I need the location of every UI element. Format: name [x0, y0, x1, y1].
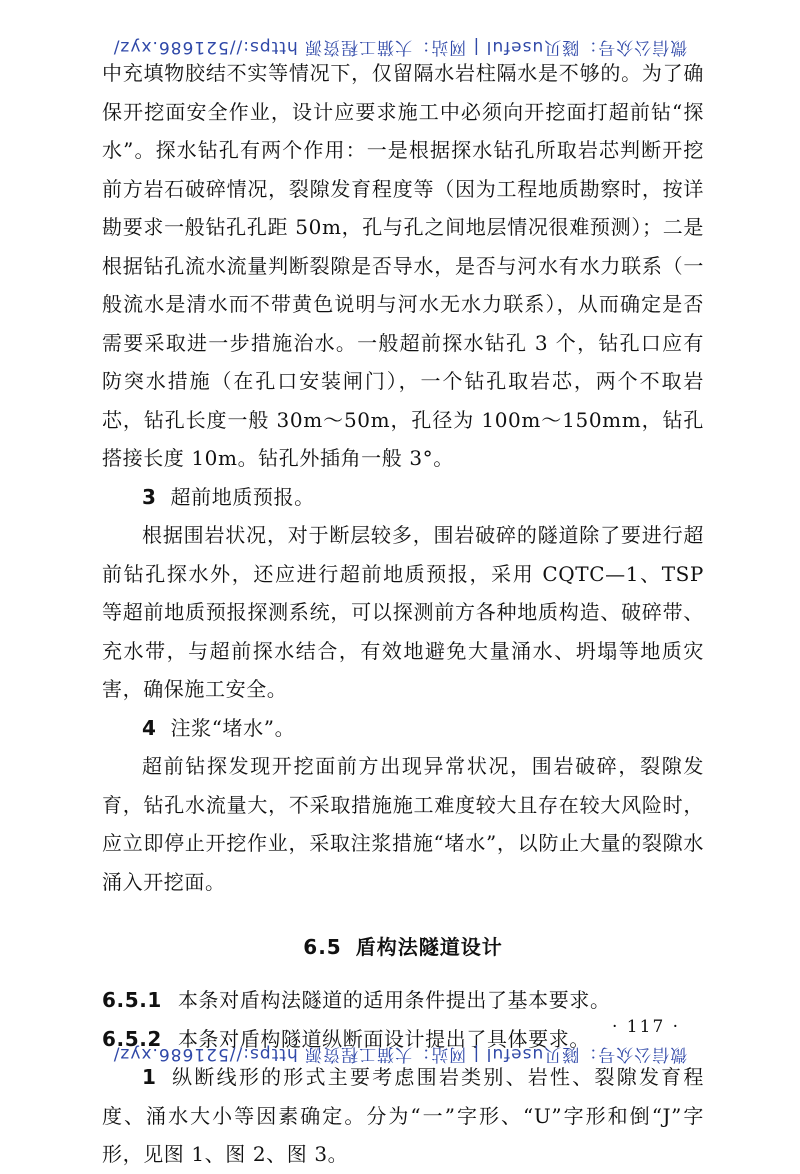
- item-4-heading: [102, 709, 704, 748]
- page-number: · 117 ·: [612, 1017, 681, 1037]
- clause-number: 6.5.1: [102, 988, 162, 1012]
- paragraph-continued: 中充填物胶结不实等情况下，仅留隔水岩柱隔水是不够的。为了确保开挖面安全作业，设计应要求施工中必须向开挖面打超前钻“探水”。探水钻孔有两个作用：一是根据探水钻孔所取岩芯判断开挖前方岩石破碎情况，裂隙发育程度等（因为工程地质勘察时，按详勘要求一般钻孔孔距 50m，孔与孔之间地层情况很难预测）；二是根据钻孔流水流量判断裂隙是否导水，是否与河水有水力联系（一般流水是清水而不带黄色说明与河水无水力联系），从而确定是否需要采取进一步措施治水。一般超前探水钻孔 3 个，钻孔口应有防突水措施（在孔口安装闸门），一个钻孔取岩芯，两个不取岩芯，钻孔长度一般 30m～50m，孔径为 100m～150mm，钻孔搭接长度 10m。钻孔外插角一般 3°。: [102, 61, 704, 470]
- clause-text: 本条对盾构隧道纵断面设计提出了具体要求。: [177, 1026, 590, 1051]
- item-3-number: 3: [142, 484, 157, 509]
- item-3-title: 超前地质预报。: [170, 484, 315, 509]
- paragraph-grouting: 超前钻探发现开挖面前方出现异常状况，围岩破碎，裂隙发育，钻孔水流量大，不采取措施施工难度较大且存在较大风险时，应立即停止开挖作业，采取注浆措施“堵水”，以防止大量的裂隙水涌入开挖面。: [102, 754, 704, 894]
- clause-6-5-1: [102, 981, 704, 1020]
- watermark-top: 微信公众号：隧贝useful | 网站：大猫工程资源 https://521686.xyz/: [112, 37, 688, 57]
- section-number: 6.5: [303, 935, 342, 959]
- item-4-number: 4: [142, 715, 157, 740]
- page-body: [102, 54, 704, 1174]
- item-1-text: 纵断线形的形式主要考虑围岩类别、岩性、裂隙发育程度、涌水大小等因素确定。分为“一”字形、“U”字形和倒“J”字形，见图 1、图 2、图 3。: [102, 1065, 704, 1166]
- item-1-paragraph: [102, 1058, 704, 1174]
- section-heading: [102, 927, 704, 967]
- watermark-bottom: 微信公众号：隧贝useful | 网站：大猫工程资源 https://521686.xyz/: [112, 1044, 688, 1064]
- item-1-number: 1: [142, 1065, 157, 1089]
- item-3-heading: [102, 478, 704, 517]
- section-title: 盾构法隧道设计: [355, 935, 503, 959]
- item-4-title: 注浆“堵水”。: [170, 715, 296, 740]
- clause-number: 6.5.2: [102, 1026, 162, 1051]
- paragraph-geological-forecast: 根据围岩状况，对于断层较多，围岩破碎的隧道除了要进行超前钻孔探水外，还应进行超前地质预报，采用 CQTC—1、TSP 等超前地质预报探测系统，可以探测前方各种地质构造、破碎带、充水带，与超前探水结合，有效地避免大量涌水、坍塌等地质灾害，确保施工安全。: [102, 523, 704, 701]
- clause-text: 本条对盾构法隧道的适用条件提出了基本要求。: [177, 988, 611, 1012]
